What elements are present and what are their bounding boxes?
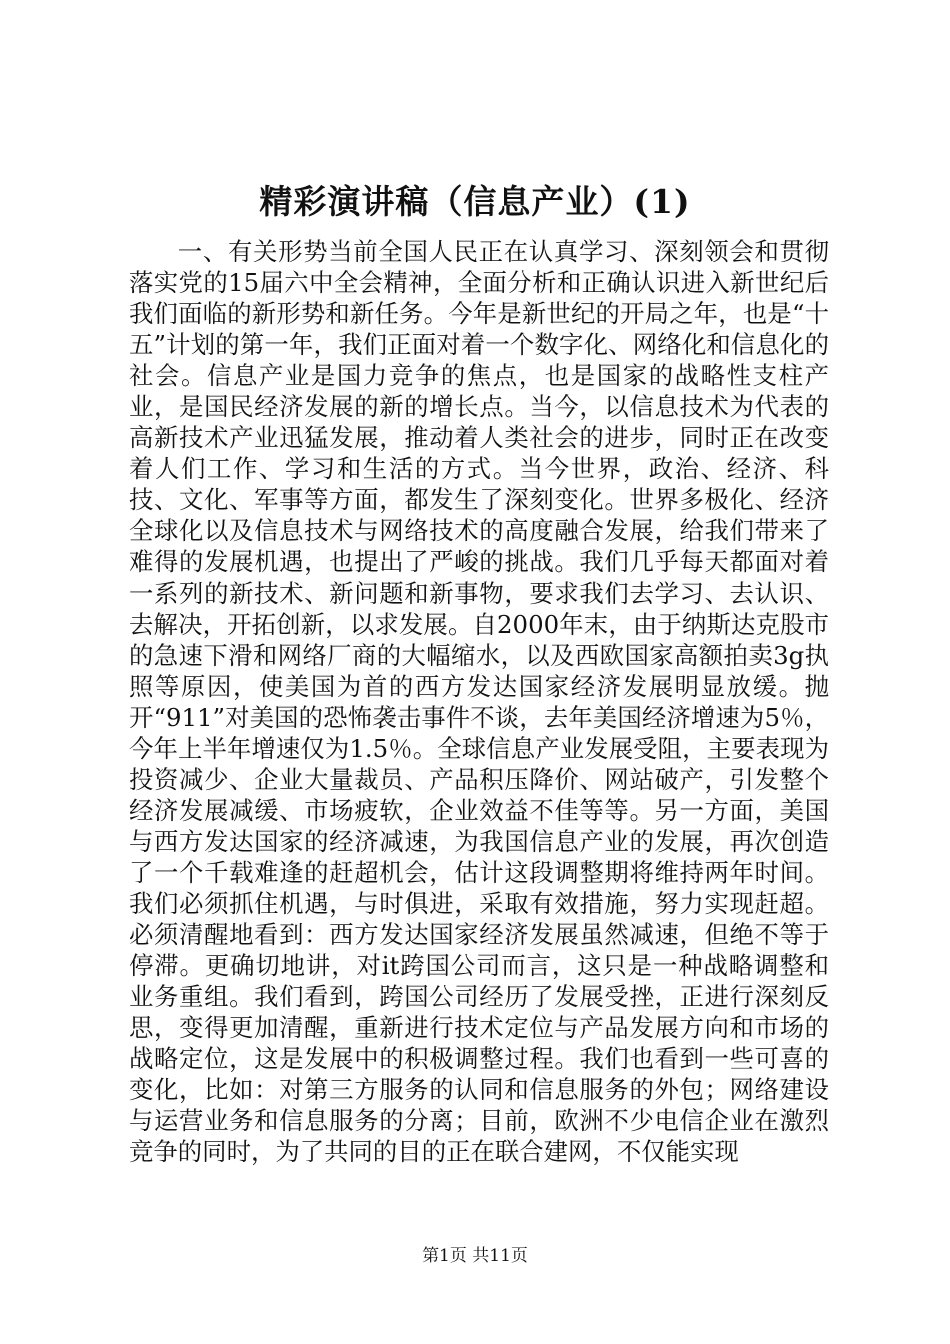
body-paragraph: 一、有关形势当前全国人民正在认真学习、深刻领会和贯彻落实党的15届六中全会精神，全面分析和正确认识进入新世纪后我们面临的新形势和新任务。今年是新世纪的开局之年，也是“十五”计划的第一年，我们正面对着一个数字化、网络化和信息化的社会。信息产业是国力竞争的焦点，也是国家的战略性支柱产业，是国民经济发展的新的增长点。当今，以信息技术为代表的高新技术产业迅猛发展，推动着人类社会的进步，同时正在改变着人们工作、学习和生活的方式。当今世界，政治、经济、科技、文化、军事等方面，都发生了深刻变化。世界多极化、经济全球化以及信息技术与网络技术的高度融合发展，给我们带来了难得的发展机遇，也提出了严峻的挑战。我们几乎每天都面对着一系列的新技术、新问题和新事物，要求我们去学习、去认识、去解决，开拓创新，以求发展。自2000年末，由于纳斯达克股市的急速下滑和网络厂商的大幅缩水，以及西欧国家高额拍卖3g执照等原因，使美国为首的西方发达国家经济发展明显放缓。抛开“911”对美国的恐怖袭击事件不谈，去年美国经济增速为5％，今年上半年增速仅为1.5％。全球信息产业发展受阻，主要表现为投资减少、企业大量裁员、产品积压降价、网站破产，引发整个经济发展减缓、市场疲软，企业效益不佳等等。另一方面，美国与西方发达国家的经济减速，为我国信息产业的发展，再次创造了一个千载难逢的赶超机会，估计这段调整期将维持两年时间。我们必须抓住机遇，与时俱进，采取有效措施，努力实现赶超。必须清醒地看到：西方发达国家经济发展虽然减速，但绝不等于停滞。更确切地讲，对it跨国公司而言，这只是一种战略调整和业务重组。我们看到，跨国公司经历了发展受挫，正进行深刻反思，变得更加清醒，重新进行技术定位与产品发展方向和市场的战略定位，这是发展中的积极调整过程。我们也看到一些可喜的变化，比如：对第三方服务的认同和信息服务的外包；网络建设与运营业务和信息服务的分离；目前，欧洲不少电信企业在激烈竞争的同时，为了共同的目的正在联合建网，不仅能实现 [129,237,829,1167]
page-footer: 第1页 共11页 [422,1246,528,1266]
document-title: 精彩演讲稿（信息产业）(1) [259,182,691,221]
